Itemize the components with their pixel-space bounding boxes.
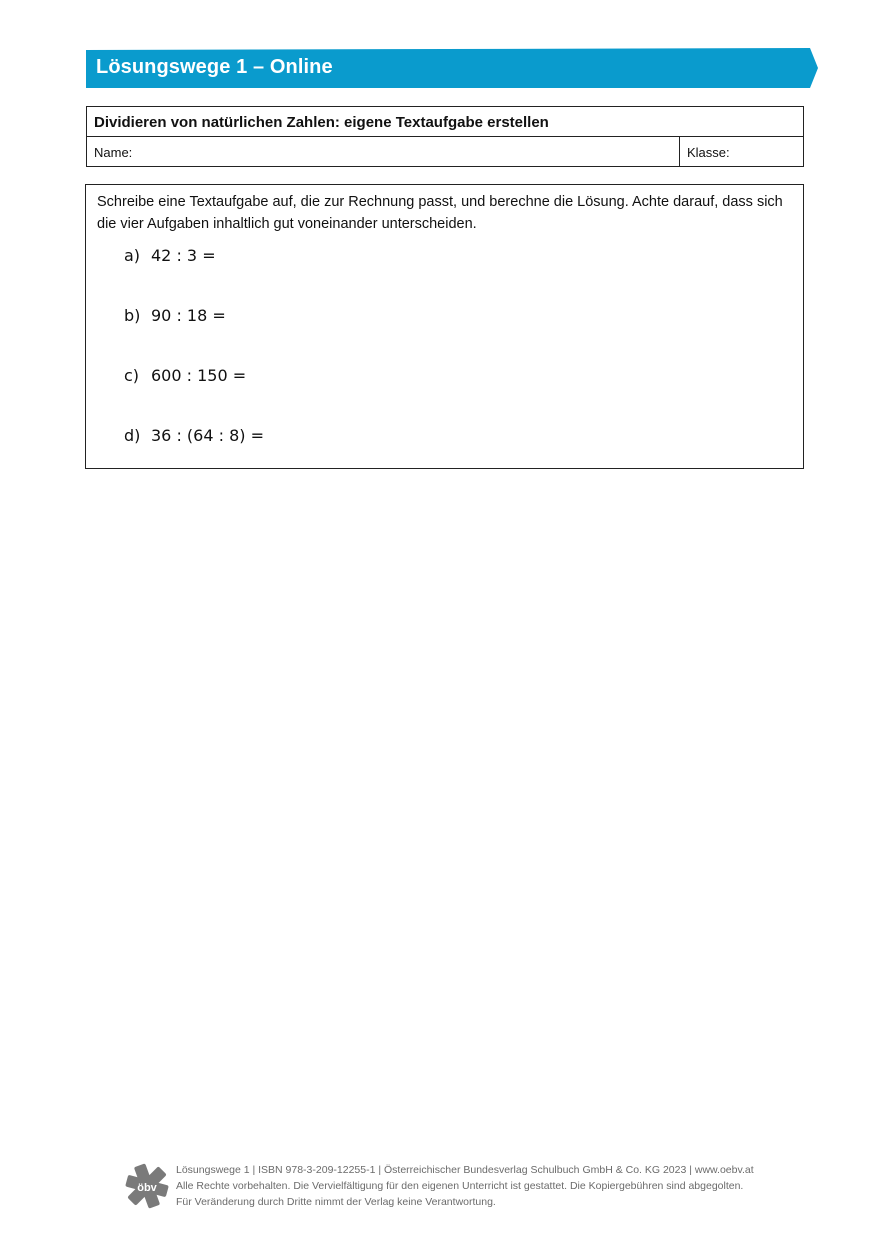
task-expression: 90 : 18 = <box>151 306 226 325</box>
footer-line: Für Veränderung durch Dritte nimmt der Verlag keine Verantwortung. <box>176 1196 496 1208</box>
footer-line: Alle Rechte vorbehalten. Die Vervielfältigung für den eigenen Unterricht ist gestattet. Die Kopiergebühren sind abgegolten. <box>176 1180 744 1192</box>
oebv-logo-icon <box>124 1162 170 1210</box>
task-letter: d) <box>124 426 141 445</box>
task-item-b <box>124 306 226 325</box>
task-instructions: Schreibe eine Textaufgabe auf, die zur Rechnung passt, und berechne die Lösung. Achte darauf, dass sich die vier Aufgaben inhaltlich gut voneinander unterscheiden. <box>97 194 783 232</box>
logo-text: öbv <box>137 1182 157 1194</box>
task-box <box>85 184 804 469</box>
task-expression: 42 : 3 = <box>151 246 216 265</box>
task-item-d <box>124 426 264 445</box>
klasse-label: Klasse: <box>687 145 730 160</box>
task-expression: 36 : (64 : 8) = <box>151 426 264 445</box>
name-field[interactable] <box>87 137 680 167</box>
worksheet-title: Dividieren von natürlichen Zahlen: eigene Textaufgabe erstellen <box>87 107 803 137</box>
footer <box>124 1160 784 1215</box>
task-letter: c) <box>124 366 140 385</box>
task-expression: 600 : 150 = <box>151 366 247 385</box>
task-letter: b) <box>124 306 141 325</box>
worksheet-header <box>86 106 804 167</box>
task-item-a <box>124 246 216 265</box>
klasse-field[interactable] <box>680 137 804 167</box>
task-letter: a) <box>124 246 141 265</box>
name-label: Name: <box>94 145 133 160</box>
footer-text <box>176 1162 754 1210</box>
task-item-c <box>124 366 246 385</box>
header-banner <box>86 48 818 88</box>
banner-title: Lösungswege 1 – Online <box>96 56 333 78</box>
footer-line: Lösungswege 1 | ISBN 978-3-209-12255-1 | Österreichischer Bundesverlag Schulbuch GmbH & Co. KG 2023 | www.oebv.at <box>176 1164 754 1176</box>
